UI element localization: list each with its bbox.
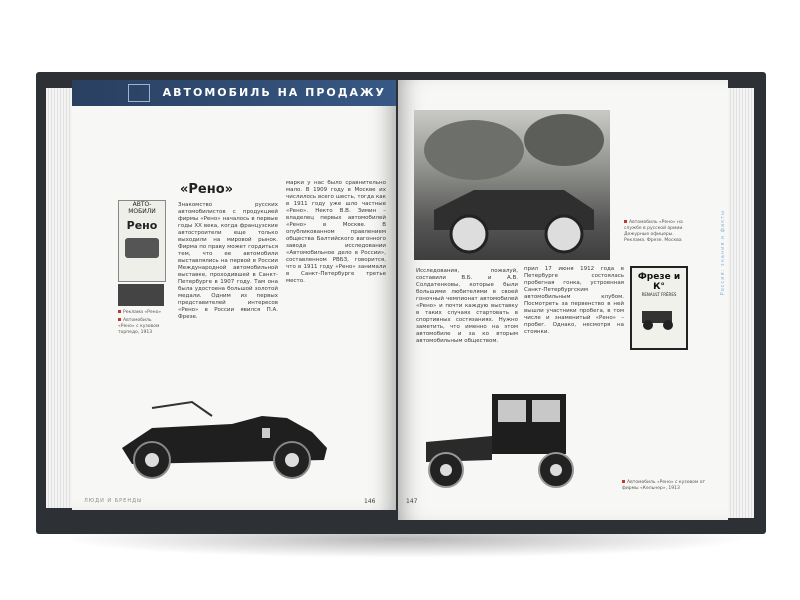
text-column-2: прил 17 июня 1912 года в Петербурге состоялась пробегная гонка, устроенная Санкт-Петербургским автомобильным клубом. Посмотреть за первенство в ней вышли участники пробега, в том числе и знаменитый «Рено» – пробег. Однако, несмотря на стоянки. (524, 266, 624, 335)
header-bar (72, 80, 396, 106)
ad-brand: Рено (126, 219, 158, 232)
ad-caption: Реклама «Рено» (118, 310, 166, 316)
header-title: АВТОМОБИЛЬ НА ПРОДАЖУ (162, 86, 386, 99)
bullet-icon (118, 318, 121, 321)
page-footer: ЛЮДИ И БРЕНДЫ (84, 498, 143, 504)
military-car-photo (414, 110, 610, 260)
small-ad-image (118, 284, 164, 306)
freze-sub: RENAULT FRÈRES (641, 292, 677, 297)
side-tab: Россия: знания и факты (720, 210, 726, 296)
image-caption: Автомобиль «Рено» с кузовом торпедо, 1913 (118, 318, 160, 335)
page-number: 146 (364, 498, 376, 505)
bullet-icon (118, 310, 121, 313)
header-logo-icon (128, 84, 150, 102)
section-title: «Рено» (180, 182, 234, 197)
page-edges-right (724, 88, 754, 518)
bottom-caption: Автомобиль «Рено» с кузовом от фирмы «Кельнер», 1913 (622, 480, 706, 491)
page-number: 147 (406, 498, 418, 505)
text-column-1: Исследования, пожалуй, составили В.Б. и А.В. Солдатенковы, которые были большими любителями в своей гоночный чемпионат автомобилей «Рено» и почти каждую выставку в таких случаях стартовать в спортивных состязаниях. Нужно заметить, что именно на этом автомобиле и за ко вторым автомобильным обществом. (416, 268, 518, 344)
left-page (72, 80, 396, 510)
ad-heading: АВТО-МОБИЛИ (128, 201, 156, 215)
right-page (398, 80, 728, 520)
bullet-icon (624, 220, 627, 223)
reno-advertisement (118, 200, 166, 282)
freze-name: Фрезе и К° (637, 272, 681, 292)
freze-car-icon (634, 303, 684, 333)
renault-torpedo-photo (112, 388, 342, 484)
text-column-2: марки у нас было сравнительно мало. В 1909 году в Москве их числилось всего шесть, тогда как в 1911 году уже шло частные «Рено». Некто В.В. Зимин – владелец первых автомобилей «Рено» в Москве. В опубликованном правлением общества Балтийского вагонного завода исследовании «Автомобильное дело в России», составленном РВБЗ, говорится, что в 1911 году «Рено» занимали в Санкт-Петербурге третье место. (286, 180, 386, 284)
renault-kellner-photo (406, 384, 606, 494)
ad-car-illustration (125, 238, 159, 258)
photo-caption: Автомобиль «Рено» на службе в русской армии. Дежурные офицеры. Реклама. Фрезе. Москва (624, 220, 684, 243)
text-column-1: Знакомство русских автомобилистов с продукцией фирмы «Рено» началось в первые годы XX века, когда французские автостроители еще только выходили на мировой рынок. Фирма по праву может гордиться тем, что ее автомобили выставлялись на первой в России Международной автомобильной выставке, проходившей в Санкт-Петербурге в 1907 году. Там она была удостоена большой золотой медали. Одним из первых представителей интересов «Рено» в России явился П.А. Фрезе. (178, 202, 278, 320)
freze-advertisement (630, 266, 688, 350)
bullet-icon (622, 480, 625, 483)
